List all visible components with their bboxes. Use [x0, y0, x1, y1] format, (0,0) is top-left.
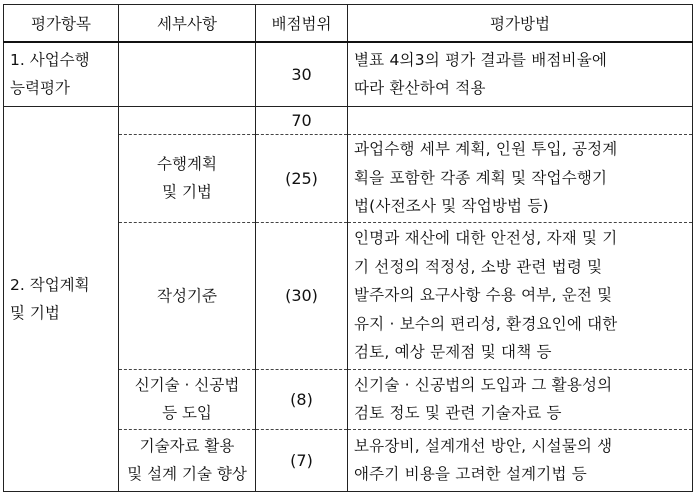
item-line: 1. 사업수행 [10, 51, 90, 70]
detail-line: 기술자료 활용 [139, 437, 235, 455]
detail-cell [119, 429, 256, 491]
evaluation-table [3, 4, 693, 492]
score-cell: 30 [256, 42, 348, 106]
score-cell: (25) [256, 134, 348, 222]
detail-line: 등 도입 [162, 404, 212, 422]
method-cell [348, 134, 693, 222]
detail-cell [119, 222, 256, 369]
method-line: 발주자의 요구사항 수용 여부, 운전 및 [354, 286, 613, 305]
score-cell: 70 [256, 106, 348, 134]
method-line: 검토, 예상 문제점 및 대책 등 [354, 343, 552, 362]
table-row [4, 42, 693, 106]
method-line: 신기술 · 신공법의 도입과 그 활용성의 [354, 375, 613, 394]
detail-line: 작성기준 [157, 286, 217, 305]
item-cell [4, 42, 119, 106]
method-line: 따라 환산하여 적용 [354, 79, 486, 98]
method-line: 법(사전조사 및 작업방법 등) [354, 197, 549, 216]
detail-cell [119, 134, 256, 222]
header-method: 평가방법 [348, 5, 693, 43]
detail-line: 및 기법 [162, 183, 212, 201]
method-cell [348, 222, 693, 369]
method-cell [348, 369, 693, 429]
method-cell [348, 429, 693, 491]
detail-cell [119, 42, 256, 106]
method-line: 획을 포함한 각종 계획 및 작업수행기 [354, 168, 608, 187]
table-header-row [4, 5, 693, 43]
table-row [4, 106, 693, 134]
detail-line: 신기술 · 신공법 [134, 376, 240, 394]
method-cell [348, 42, 693, 106]
detail-cell [119, 106, 256, 134]
detail-line: 수행계획 [157, 155, 217, 173]
header-detail: 세부사항 [119, 5, 256, 43]
header-item: 평가항목 [4, 5, 119, 43]
detail-cell [119, 369, 256, 429]
method-line: 기 선정의 적정성, 소방 관련 법령 및 [354, 257, 603, 276]
item-line: 능력평가 [10, 79, 70, 98]
item-line: 2. 작업계획 [10, 275, 90, 294]
method-line: 과업수행 세부 계획, 인원 투입, 공정계 [354, 140, 618, 159]
score-cell: (8) [256, 369, 348, 429]
method-line: 별표 4의3의 평가 결과를 배점비율에 [354, 50, 608, 69]
detail-line: 및 설계 기술 향상 [127, 465, 247, 483]
item-line: 및 기법 [10, 303, 60, 322]
score-cell: (7) [256, 429, 348, 491]
method-line: 애주기 비용을 고려한 설계기법 등 [354, 465, 587, 483]
header-score: 배점범위 [256, 5, 348, 43]
item-cell [4, 106, 119, 491]
score-cell: (30) [256, 222, 348, 369]
method-line: 인명과 재산에 대한 안전성, 자재 및 기 [354, 229, 618, 248]
method-line: 보유장비, 설계개선 방안, 시설물의 생 [354, 436, 613, 455]
method-line: 유지 · 보수의 편리성, 환경요인에 대한 [354, 314, 618, 333]
method-line: 검토 정도 및 관련 기술자료 등 [354, 404, 562, 422]
method-cell [348, 106, 693, 134]
